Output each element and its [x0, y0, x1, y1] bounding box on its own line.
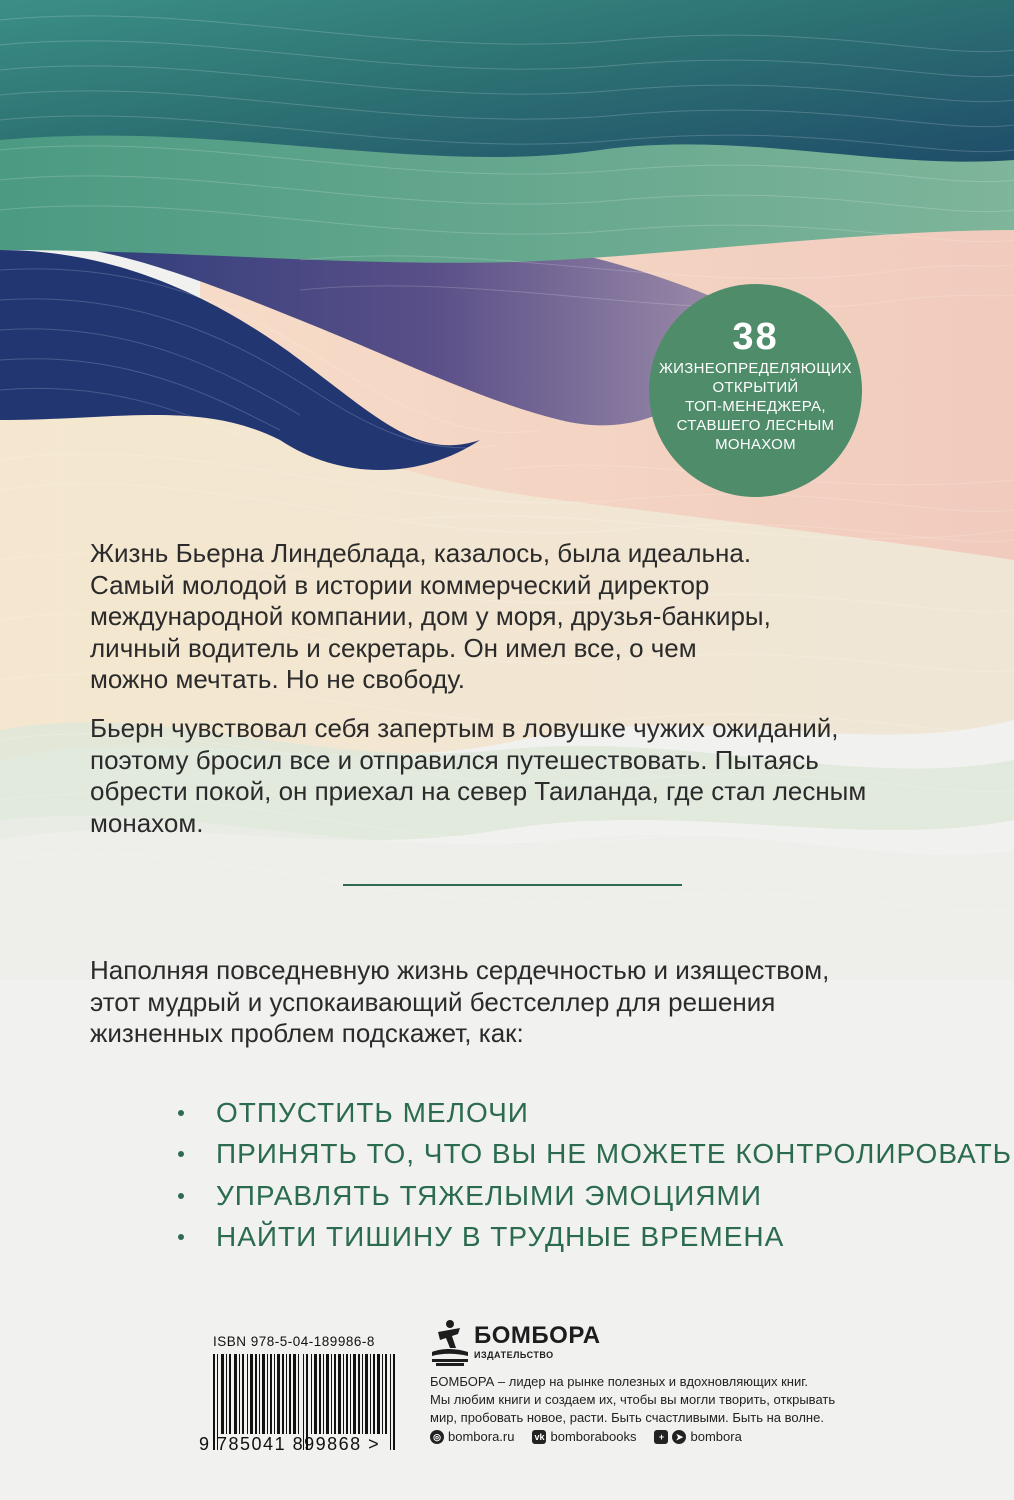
text-line: БОМБОРА – лидер на рынке полезных и вдохновляющих книг. — [430, 1374, 808, 1389]
social-link-website[interactable] — [430, 1429, 514, 1444]
badge-line: СТАВШЕГО ЛЕСНЫМ — [676, 417, 835, 434]
list-item-text: ОТПУСТИТЬ МЕЛОЧИ — [216, 1096, 529, 1128]
story-paragraph — [90, 713, 866, 839]
text-line: Бьерн чувствовал себя запертым в ловушке чужих ожиданий, — [90, 713, 839, 743]
social-label: bombora — [690, 1429, 742, 1444]
text-line: международной компании, дом у моря, друзья-банкиры, — [90, 601, 771, 631]
list-item-text: НАЙТИ ТИШИНУ В ТРУДНЫЕ ВРЕМЕНА — [216, 1221, 785, 1253]
badge-line: ОТКРЫТИЙ — [712, 379, 799, 396]
social-link-telegram[interactable] — [654, 1429, 741, 1444]
badge-line: ТОП-МЕНЕДЖЕРА, — [685, 398, 826, 415]
social-link-vk[interactable] — [532, 1429, 636, 1444]
plus-icon: + — [654, 1430, 668, 1444]
badge-number: 38 — [732, 316, 779, 358]
bullet-dot-icon — [178, 1193, 184, 1199]
list-item-text: ПРИНЯТЬ ТО, ЧТО ВЫ НЕ МОЖЕТЕ КОНТРОЛИРОВАТЬ — [216, 1138, 1013, 1170]
section-divider — [343, 884, 682, 886]
vk-icon: vk — [534, 1431, 545, 1442]
badge-circle — [649, 284, 862, 497]
list-item — [178, 1134, 1012, 1176]
list-item — [178, 1217, 1012, 1259]
social-label: bomborabooks — [550, 1429, 637, 1444]
social-label: bombora.ru — [448, 1429, 515, 1444]
globe-icon: ◎ — [430, 1430, 444, 1444]
text-line: монахом. — [90, 807, 204, 838]
list-item — [178, 1175, 1012, 1217]
isbn-block — [199, 1334, 403, 1454]
surfer-logo-icon — [430, 1318, 470, 1366]
list-item-text: УПРАВЛЯТЬ ТЯЖЕЛЫМИ ЭМОЦИЯМИ — [216, 1179, 762, 1211]
text-line: поэтому бросил все и отправился путешествовать. Пытаясь — [90, 744, 819, 775]
text-line: Наполняя повседневную жизнь сердечностью и изяществом, — [90, 955, 830, 985]
text-line: Жизнь Бьерна Линдеблада, казалось, была идеальна. — [90, 538, 752, 568]
barcode-digits: 9 785041 899868 > — [199, 1434, 381, 1454]
text-line: можно мечтать. Но не свободу. — [90, 664, 465, 694]
social-links — [430, 1429, 760, 1444]
summary-paragraph — [90, 955, 829, 1050]
publisher-description — [430, 1373, 835, 1427]
text-line: этот мудрый и успокаивающий бестселлер для решения — [90, 986, 776, 1017]
logo-name: БОМБОРА — [474, 1322, 601, 1349]
logo-subtitle: ИЗДАТЕЛЬСТВО — [474, 1350, 554, 1360]
intro-paragraph — [90, 538, 771, 696]
telegram-icon: ➤ — [672, 1430, 686, 1444]
text-line: личный водитель и секретарь. Он имел все, о чем — [90, 632, 697, 663]
isbn-label: ISBN 978-5-04-189986-8 — [213, 1334, 375, 1349]
text-line: Самый молодой в истории коммерческий директор — [90, 569, 710, 600]
publisher-logo — [430, 1318, 601, 1366]
bullet-dot-icon — [178, 1151, 184, 1157]
text-line: обрести покой, он приехал на север Таиланда, где стал лесным — [90, 776, 867, 806]
text-line: мир, пробовать новое, расти. Быть счастливыми. Быть на волне. — [430, 1410, 824, 1425]
bullet-dot-icon — [178, 1110, 184, 1116]
benefits-list — [178, 1092, 1012, 1258]
text-line: жизненных проблем подскажет, как: — [90, 1018, 524, 1048]
text-line: Мы любим книги и создаем их, чтобы вы могли творить, открывать — [430, 1392, 836, 1407]
bullet-dot-icon — [178, 1234, 184, 1240]
badge-line: ЖИЗНЕОПРЕДЕЛЯЮЩИХ — [659, 360, 852, 377]
badge-line: МОНАХОМ — [715, 436, 796, 453]
list-item — [178, 1092, 1012, 1134]
